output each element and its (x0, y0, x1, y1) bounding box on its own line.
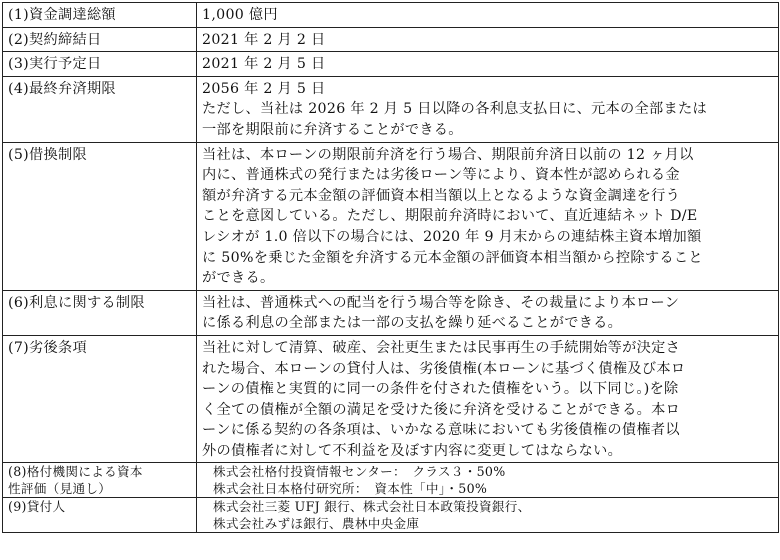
value-line: 額が弁済する元本金額の評価資本相当額以上となるような資金調達を行う (202, 187, 681, 204)
row-label: (2)契約締結日 (3, 27, 197, 52)
value-line: 2056 年 2 月 5 日 (202, 80, 326, 97)
row-label: (6)利息に関する制限 (3, 290, 197, 335)
row-value (197, 76, 779, 142)
terms-row-refinancing-restriction (3, 142, 779, 290)
row-label (3, 463, 197, 498)
row-value (197, 52, 779, 77)
value-line: 株式会社格付投資情報センター： クラス３・50% (213, 464, 506, 480)
row-value (197, 498, 779, 533)
value-line: 内に、普通株式の発行または劣後ローン等により、資本性が認められる金 (202, 167, 680, 184)
value-line: 外の債権者に対して不利益を及ぼす内容に変更してはならない。 (202, 442, 623, 459)
row-label: (7)劣後条項 (3, 335, 197, 463)
value-line: ことを意図している。ただし、期限前弁済時において、直近連結ネット D/E (202, 208, 698, 225)
value-line: 当社に対して清算、破産、会社更生または民事再生の手続開始等が決定さ (202, 339, 681, 356)
terms-row-contract-date (3, 27, 779, 52)
row-label: (4)最終弁済期限 (3, 76, 197, 142)
value-line: レシオが 1.0 倍以下の場合には、2020 年 9 月末からの連結株主資本増加額 (202, 228, 702, 245)
row-value (197, 3, 779, 28)
value-line: に 50%を乗じた金額を弁済する元本金額の評価資本相当額から控除すること (202, 249, 703, 266)
value-line: 当社は、本ローンの期限前弁済を行う場合、期限前弁済日以前の 12 ヶ月以 (202, 146, 694, 163)
value-line: く全ての債権が全額の満足を受けた後に弁済を受けることができる。本ロ (202, 401, 681, 418)
row-label: (1)資金調達総額 (3, 3, 197, 28)
terms-row-rating-evaluation (3, 463, 779, 498)
terms-row-lenders (3, 498, 779, 533)
value-line: 当社は、普通株式への配当を行う場合等を除き、その裁量により本ローン (202, 294, 680, 311)
value-line: ができる。 (202, 270, 275, 287)
label-line: (8)格付機関による資本 (8, 464, 143, 480)
terms-row-execution-date (3, 52, 779, 77)
value-line: 2021 年 2 月 2 日 (202, 31, 326, 48)
terms-row-interest-restriction (3, 290, 779, 335)
row-value (197, 463, 779, 498)
terms-row-final-repayment (3, 76, 779, 142)
terms-row-funding-amount (3, 3, 779, 28)
row-value (197, 27, 779, 52)
label-line: 性評価（見通し） (8, 481, 112, 497)
value-line: ただし、当社は 2026 年 2 月 5 日以降の各利息支払日に、元本の全部または (202, 101, 707, 118)
value-line: ーンに係る契約の各条項は、いかなる意味においても劣後債権の債権者以 (202, 422, 680, 439)
value-line: 一部を期限前に弁済することができる。 (202, 121, 463, 138)
value-line: 1,000 億円 (202, 7, 278, 23)
row-label: (9)貸付人 (3, 498, 197, 533)
loan-terms-sheet (2, 2, 776, 533)
value-line: に係る利息の全部または一部の支払を繰り延べることができる。 (202, 315, 623, 332)
value-line: 2021 年 2 月 5 日 (202, 56, 326, 73)
row-value (197, 335, 779, 463)
row-value (197, 290, 779, 335)
value-line: 株式会社三菱 UFJ 銀行、株式会社日本政策投資銀行、 (213, 499, 531, 515)
value-line: れた場合、本ローンの貸付人は、劣後債権(本ローンに基づく債権及び本ロ (202, 360, 686, 377)
terms-row-subordination (3, 335, 779, 463)
row-value (197, 142, 779, 290)
value-line: 株式会社みずほ銀行、農林中央金庫 (213, 516, 420, 532)
row-label: (3)実行予定日 (3, 52, 197, 77)
row-label: (5)借換制限 (3, 142, 197, 290)
value-line: ーンの債権と実質的に同一の条件を付された債権をいう。以下同じ。)を除 (202, 381, 679, 398)
loan-terms-table (2, 2, 779, 533)
value-line: 株式会社日本格付研究所： 資本性「中」・50% (213, 481, 488, 497)
